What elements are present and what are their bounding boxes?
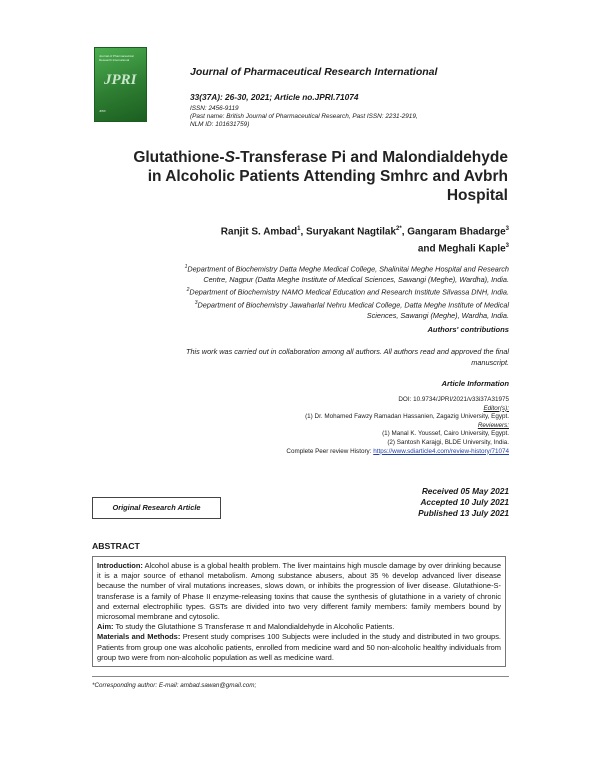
- article-type-badge: Original Research Article: [92, 497, 221, 519]
- cover-logo: JPRI: [104, 72, 137, 88]
- title-line-1: Glutathione-S-Transferase Pi and Malondialdehyde: [133, 149, 508, 166]
- abstract-heading: ABSTRACT: [92, 541, 140, 551]
- title-line-3: Hospital: [446, 187, 508, 204]
- author-sup: 2*: [396, 226, 402, 232]
- reviewers-label: Reviewers:: [477, 421, 509, 429]
- journal-issue: 33(37A): 26-30, 2021; Article no.JPRI.71074: [190, 92, 359, 102]
- contributions-text: This work was carried out in collaboration among all authors. All authors read and approved the final manuscript.: [186, 347, 509, 367]
- author-name: Gangaram Bhadarge: [407, 226, 506, 238]
- abstract-methods: Materials and Methods: Present study comprises 100 Subjects were included in the study and distributed in two groups. Patients from group one was alcoholic patients, enrolled from medicine ward and 50 non-alcoholic healthy individuals from group two were from non-alcoholic population as well as medicine ward.: [97, 632, 501, 662]
- article-title: [90, 148, 508, 205]
- affiliation-1: $^1$Department of Biochemistry Datta Meghe Medical College, Shalinitai Meghe Hospital and Research: [184, 264, 509, 274]
- author-name: Ranjit S. Ambad: [220, 226, 298, 238]
- author-sup: 1: [297, 226, 301, 232]
- title-line-2: in Alcoholic Patients Attending Smhrc and Avbrh: [147, 168, 508, 185]
- footnote-divider: [92, 676, 509, 677]
- reviewer-2: (2) Santosh Karajgi, BLDE University, India.: [387, 438, 509, 446]
- published-date: Published 13 July 2021: [418, 508, 509, 518]
- abstract-box: [92, 556, 506, 667]
- author-list: Ranjit S. Ambad$^1$, Suryakant Nagtilak$^{2*}$, Gangaram Bhadarge$^3$ and Meghali Kaple$^3$: [220, 226, 509, 255]
- publication-dates: [330, 486, 509, 519]
- author-name: Suryakant Nagtilak: [306, 226, 397, 238]
- journal-issn: ISSN: 2456-9119: [190, 105, 239, 112]
- author-name: and Meghali Kaple: [417, 243, 506, 255]
- affiliation-2: $^2$Department of Biochemistry NAMO Medical Education and Research Institute Silvassa DNH, India.: [186, 287, 509, 297]
- cover-journal-name: Journal of Pharmaceutical Research International: [99, 54, 134, 62]
- author-sup: 3: [505, 226, 509, 232]
- journal-nlm-id: NLM ID: 101631759): [190, 121, 250, 128]
- affiliation-3: $^3$Department of Biochemistry Jawaharlal Nehru Medical College, Datta Meghe Institute of Medical: [194, 300, 509, 310]
- abstract-aim: Aim: To study the Glutathione S Transferase π and Malondialdehyde in Alcoholic Patients.: [97, 622, 395, 632]
- cover-footer: JPRI: [99, 109, 106, 113]
- peer-review-link[interactable]: https://www.sdiarticle4.com/review-history/71074: [373, 447, 509, 455]
- journal-name: Journal of Pharmaceutical Research International: [190, 66, 438, 78]
- journal-past-name: (Past name: British Journal of Pharmaceutical Research, Past ISSN: 2231-2919,: [190, 113, 418, 120]
- abstract-introduction: Introduction: Alcohol abuse is a global health problem. The liver maintains high muscle damage by over drinking because it is a major source of ethanol metabolism. Among substance abusers, about 35 % develop advanced liver disease because the number of viral mutations increases, slows down, or inhibits the progression of liver disease. Glutathione-S-transferase is a family of Phase II enzyme-releasing toxins that cause the synthesis of glutathione in a variety of chronic and external electrophilic types. GSTs are divided into two very different family members: family members bound by microsomal membrane and cytosolic.: [97, 561, 501, 622]
- corresponding-author-footnote: *Corresponding author: E-mail: ambad.sawan@gmail.com;: [92, 682, 257, 689]
- editor-label: Editor(s):: [483, 404, 509, 412]
- peer-review-history: Complete Peer review History: https://www.sdiarticle4.com/review-history/71074: [286, 447, 509, 455]
- journal-cover-image: [94, 47, 147, 122]
- author-sup: 3: [505, 243, 509, 250]
- reviewer-1: (1) Manal K. Youssef, Cairo University, Egypt.: [382, 430, 509, 438]
- contributions-heading: Authors' contributions: [427, 325, 509, 334]
- affiliations: [90, 262, 509, 321]
- article-info: [190, 396, 509, 456]
- doi: DOI: 10.9734/JPRI/2021/v33i37A31975: [398, 396, 509, 403]
- received-date: Received 05 May 2021: [421, 486, 509, 496]
- accepted-date: Accepted 10 July 2021: [420, 497, 509, 507]
- affiliation-1-cont: Centre, Nagpur (Datta Meghe Institute of Medical Sciences, Sawangi (Meghe), Wardha), India.: [203, 274, 509, 284]
- article-info-heading: Article Information: [441, 379, 509, 388]
- affiliation-3-cont: Sciences, Sawangi (Meghe), Wardha, India.: [366, 310, 509, 320]
- editor: (1) Dr. Mohamed Fawzy Ramadan Hassanien, Zagazig University, Egypt.: [305, 413, 509, 421]
